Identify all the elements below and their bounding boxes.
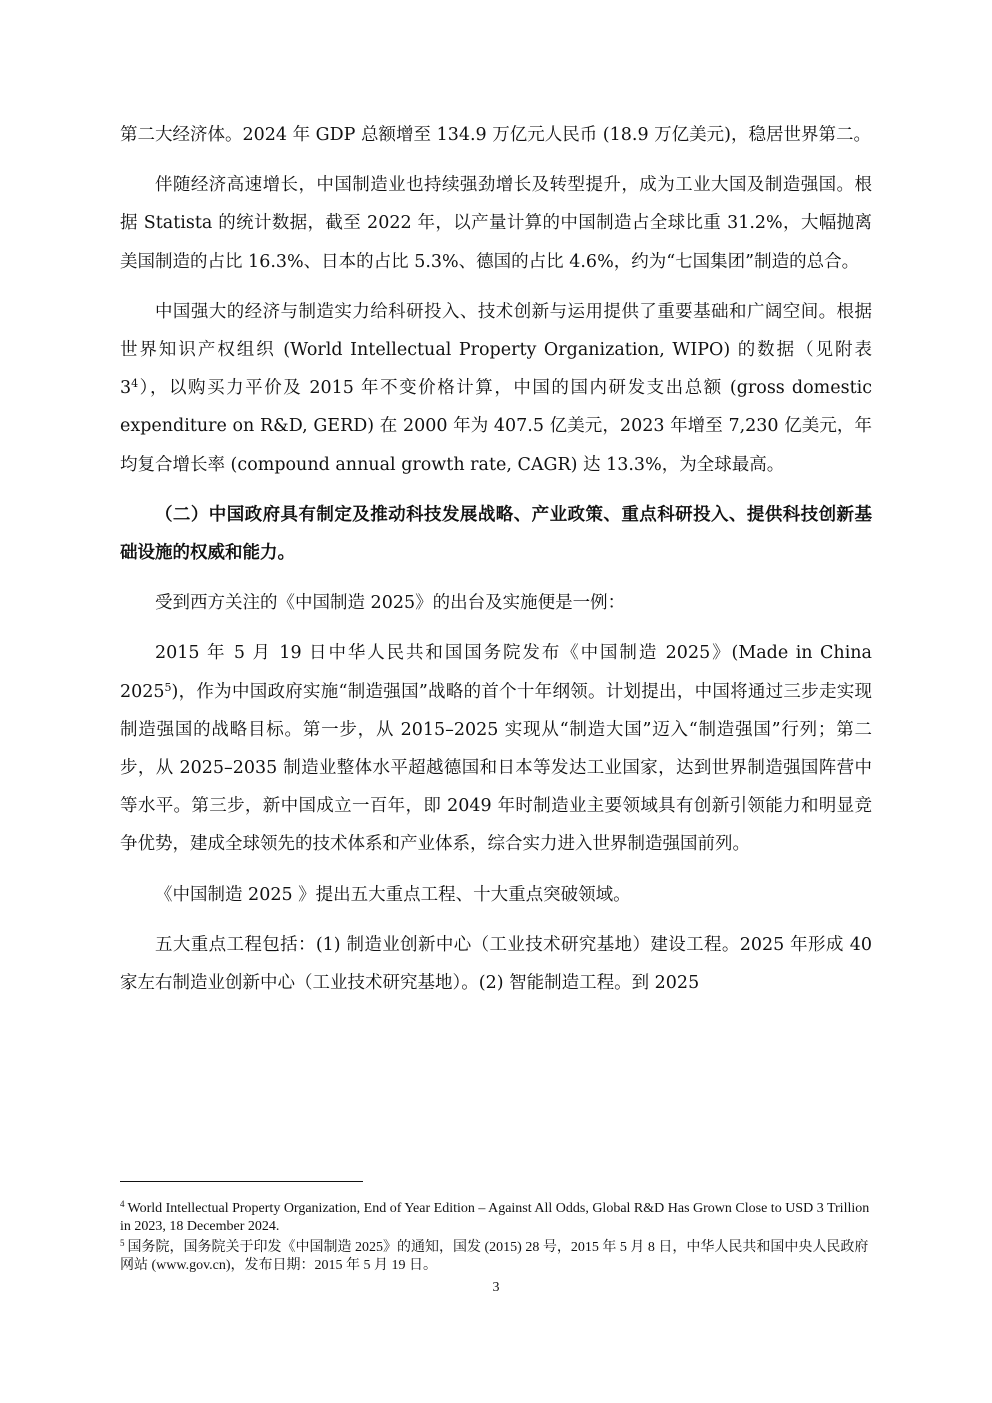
paragraph: 五大重点工程包括：(1) 制造业创新中心（工业技术研究基地）建设工程。2025 年形成 40 家左右制造业创新中心（工业技术研究基地）。(2) 智能制造工程。到 2025 xyxy=(120,934,872,994)
footnotes xyxy=(120,1196,872,1274)
paragraph: 受到西方关注的《中国制造 2025》的出台及实施便是一例： xyxy=(155,593,626,614)
footnote-separator xyxy=(120,1181,363,1182)
paragraph: 2015 年 5 月 19 日中华人民共和国国务院发布《中国制造 2025》(Made in China 2025$^5$)，作为中国政府实施“制造强国”战略的首个十年纲领。计划提出，中国将通过三步走实现制造强国的战略目标。第一步，从 2015–2025 实现从“制造大国”迈入“制造强国”行列；第二步，从 2025–2035 制造业整体水平超越德国和日本等发达工业国家，达到世界制造强国阵营中等水平。第三步，新中国成立一百年，即 2049 年时制造业主要领域具有创新引领能力和明显竞争优势，建成全球领先的技术体系和产业体系，综合实力进入世界制造强国前列。 xyxy=(120,643,872,855)
footnote: $^4$ World Intellectual Property Organization, End of Year Edition – Against All Odds, Global R&D Has Grown Close to USD 3 Trillion in 2023, 18 December 2024. xyxy=(120,1199,870,1234)
paragraph: 中国强大的经济与制造实力给科研投入、技术创新与运用提供了重要基础和广阔空间。根据世界知识产权组织 (World Intellectual Property Organization, WIPO) 的数据（见附表 $3^4$），以购买力平价及 2015 年不变价格计算，中国的国内研发支出总额 (gross domestic expenditure on R&D, GERD) 在 2000 年为 407.5 亿美元，2023 年增至 7,230 亿美元，年均复合增长率 (compound annual growth rate, CAGR) 达 13.3%，为全球最高。 xyxy=(120,301,872,475)
footnote: $^5$ 国务院，国务院关于印发《中国制造 2025》的通知，国发 (2015) 28 号，2015 年 5 月 8 日，中华人民共和国中央人民政府网站 (www.gov.cn)，发布日期：2015 年 5 月 19 日。 xyxy=(120,1238,869,1273)
paragraph: 《中国制造 2025 》提出五大重点工程、十大重点突破领域。 xyxy=(155,884,631,905)
paragraph: 伴随经济高速增长，中国制造业也持续强劲增长及转型提升，成为工业大国及制造强国。根据 Statista 的统计数据，截至 2022 年，以产量计算的中国制造占全球比重 31.2%，大幅抛离美国制造的占比 16.3%、日本的占比 5.3%、德国的占比 4.6%，约为“七国集团”制造的总合。 xyxy=(120,175,872,272)
paragraph: 第二大经济体。2024 年 GDP 总额增至 134.9 万亿元人民币 (18.9 万亿美元)，稳居世界第二。 xyxy=(120,125,871,145)
section-heading: （二）中国政府具有制定及推动科技发展战略、产业政策、重点科研投入、提供科技创新基础设施的权威和能力。 xyxy=(120,504,872,564)
footnote-ref[interactable]: 4 xyxy=(131,377,139,391)
page-number: 3 xyxy=(492,1280,500,1295)
footnote-ref[interactable]: 5 xyxy=(164,680,172,694)
body-text xyxy=(120,116,872,1014)
